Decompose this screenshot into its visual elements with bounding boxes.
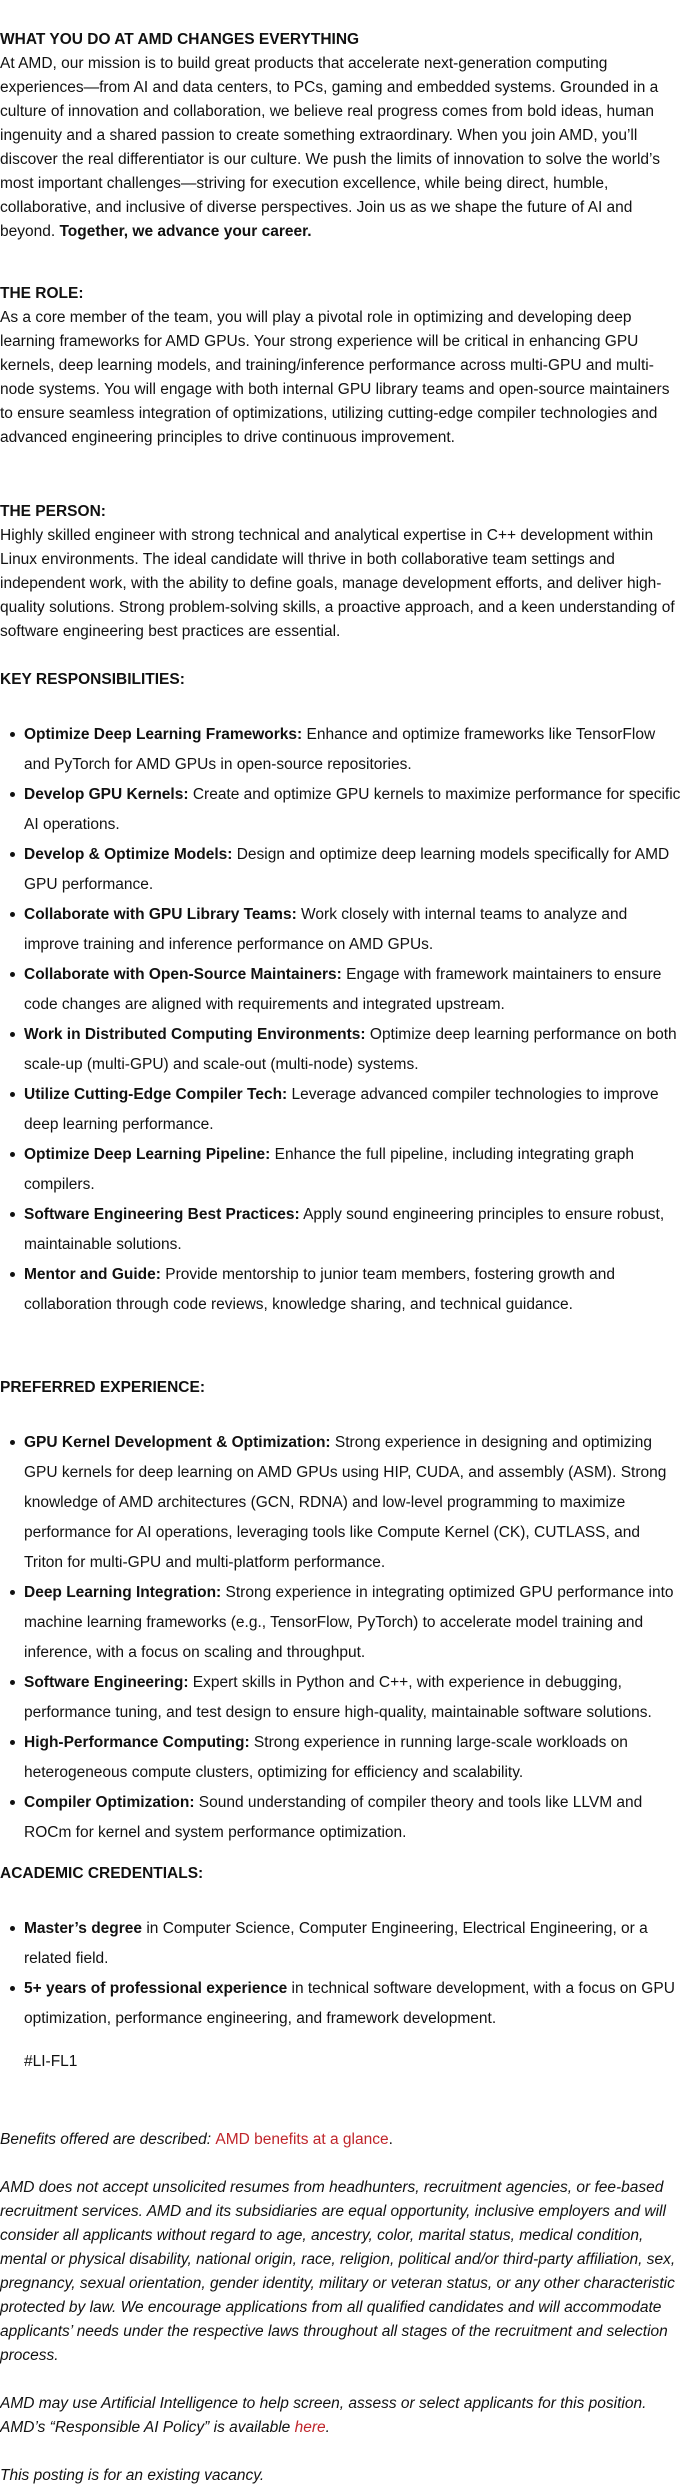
experience-list xyxy=(0,1428,683,1848)
item-text: Apply sound engineering principles to ensure robust, maintainable solutions. xyxy=(24,1206,665,1253)
list-item xyxy=(24,900,683,960)
item-text: Design and optimize deep learning models specifically for AMD GPU performance. xyxy=(24,846,670,893)
list-item xyxy=(24,840,683,900)
item-lead: Optimize Deep Learning Frameworks: xyxy=(24,726,303,743)
vacancy-note: This posting is for an existing vacancy. xyxy=(0,2467,265,2484)
item-lead: Software Engineering: xyxy=(24,1674,189,1691)
list-item xyxy=(24,1260,683,1320)
responsibilities-title: KEY RESPONSIBILITIES: xyxy=(0,671,185,688)
ai-policy-link[interactable]: here xyxy=(294,2419,326,2436)
benefits-suffix: . xyxy=(388,2131,393,2148)
item-lead: Optimize Deep Learning Pipeline: xyxy=(24,1146,271,1163)
role-title: THE ROLE: xyxy=(0,285,84,302)
item-lead: Utilize Cutting-Edge Compiler Tech: xyxy=(24,1086,288,1103)
list-item xyxy=(24,1200,683,1260)
item-text: Sound understanding of compiler theory and tools like LLVM and ROCm for kernel and system performance optimization. xyxy=(24,1794,643,1841)
person-title: THE PERSON: xyxy=(0,503,106,520)
item-lead: High-Performance Computing: xyxy=(24,1734,250,1751)
list-item xyxy=(24,1668,683,1728)
list-item xyxy=(24,1020,683,1080)
item-lead: Mentor and Guide: xyxy=(24,1266,161,1283)
item-lead: Compiler Optimization: xyxy=(24,1794,195,1811)
list-item xyxy=(24,960,683,1020)
item-text: Work closely with internal teams to analyze and improve training and inference performance on AMD GPUs. xyxy=(24,906,628,953)
item-text: Enhance and optimize frameworks like TensorFlow and PyTorch for AMD GPUs in open-source repositories. xyxy=(24,726,656,773)
list-item xyxy=(24,1788,683,1848)
item-lead: Work in Distributed Computing Environments: xyxy=(24,1026,366,1043)
item-lead: Software Engineering Best Practices: xyxy=(24,1206,300,1223)
list-item xyxy=(24,1428,683,1578)
item-text: Strong experience in designing and optimizing GPU kernels for deep learning on AMD GPUs using HIP, CUDA, and assembly (ASM). Strong knowledge of AMD architectures (GCN, RDNA) and low-level programming to maximize performance for AI operations, leveraging tools like Compute Kernel (CK), CUTLASS, and Triton for multi-GPU and multi-platform performance. xyxy=(24,1434,667,1571)
intro-body xyxy=(0,52,683,244)
ai-suffix: . xyxy=(325,2419,330,2436)
item-lead: Develop GPU Kernels: xyxy=(24,786,189,803)
list-item xyxy=(24,1140,683,1200)
intro-text: At AMD, our mission is to build great products that accelerate next-generation computing experiences—from AI and data centers, to PCs, gaming and embedded systems. Grounded in a culture of innovation and collaboration, we believe real progress comes from bold ideas, human ingenuity and a shared passion to create something extraordinary. When you join AMD, you’ll discover the real differentiator is our culture. We push the limits of innovation to solve the world’s most important challenges—striving for execution excellence, while being direct, humble, collaborative, and inclusive of diverse perspectives. Join us as we shape the future of AI and beyond. xyxy=(0,55,660,240)
experience-title: PREFERRED EXPERIENCE: xyxy=(0,1379,205,1396)
person-body: Highly skilled engineer with strong technical and analytical expertise in C++ development within Linux environments. The ideal candidate will thrive in both collaborative team settings and independent work, with the ability to define goals, manage development efforts, and deliver high-quality solutions. Strong problem-solving skills, a proactive approach, and a keen understanding of software engineering best practices are essential. xyxy=(0,527,675,640)
item-lead: 5+ years of professional experience xyxy=(24,1980,288,1997)
item-text: in technical software development, with a focus on GPU optimization, performance engineering, and framework development. xyxy=(24,1980,675,2027)
list-item xyxy=(24,720,683,780)
list-item xyxy=(24,1914,683,1974)
ai-policy-statement xyxy=(0,2392,683,2440)
responsibilities-list xyxy=(0,720,683,1320)
item-text: Expert skills in Python and C++, with experience in debugging, performance tuning, and test design to ensure high-quality, maintainable software solutions. xyxy=(24,1674,652,1721)
item-lead: Develop & Optimize Models: xyxy=(24,846,233,863)
academic-title: ACADEMIC CREDENTIALS: xyxy=(0,1865,204,1882)
list-item xyxy=(24,1728,683,1788)
item-text: Create and optimize GPU kernels to maximize performance for specific AI operations. xyxy=(24,786,681,833)
item-lead: Collaborate with Open-Source Maintainers: xyxy=(24,966,342,983)
item-text: Leverage advanced compiler technologies to improve deep learning performance. xyxy=(24,1086,659,1133)
list-item xyxy=(24,1578,683,1668)
intro-title: WHAT YOU DO AT AMD CHANGES EVERYTHING xyxy=(0,31,360,48)
item-text: Engage with framework maintainers to ensure code changes are aligned with requirements and integrated upstream. xyxy=(24,966,662,1013)
item-text: Provide mentorship to junior team members, fostering growth and collaboration through code reviews, knowledge sharing, and technical guidance. xyxy=(24,1266,615,1313)
intro-tagline: Together, we advance your career. xyxy=(59,223,312,240)
item-lead: GPU Kernel Development & Optimization: xyxy=(24,1434,331,1451)
academic-list xyxy=(0,1914,683,2034)
list-item xyxy=(24,1080,683,1140)
item-text: Strong experience in integrating optimized GPU performance into machine learning frameworks (e.g., TensorFlow, PyTorch) to accelerate model training and inference, with a focus on scaling and throughput. xyxy=(24,1584,674,1661)
item-lead: Deep Learning Integration: xyxy=(24,1584,222,1601)
item-text: Enhance the full pipeline, including integrating graph compilers. xyxy=(24,1146,634,1193)
hashtag: #LI-FL1 xyxy=(24,2053,78,2070)
list-item xyxy=(24,780,683,840)
item-lead: Collaborate with GPU Library Teams: xyxy=(24,906,297,923)
eeo-statement: AMD does not accept unsolicited resumes from headhunters, recruitment agencies, or fee-based recruitment services. AMD and its subsidiaries are equal opportunity, inclusive employers and will consider all applicants without regard to age, ancestry, color, marital status, medical condition, mental or physical disability, national origin, race, religion, political and/or third-party affiliation, sex, pregnancy, sexual orientation, gender identity, military or veteran status, or any other characteristic protected by law. We encourage applications from all qualified candidates and will accommodate applicants’ needs under the respective laws throughout all stages of the recruitment and selection process. xyxy=(0,2179,676,2364)
benefits-link[interactable]: AMD benefits at a glance xyxy=(215,2131,389,2148)
benefits-prefix: Benefits offered are described: xyxy=(0,2131,216,2148)
item-text: Optimize deep learning performance on both scale-up (multi-GPU) and scale-out (multi-node) systems. xyxy=(24,1026,677,1073)
benefits-line xyxy=(0,2128,683,2152)
ai-text: AMD may use Artificial Intelligence to help screen, assess or select applicants for this position. AMD’s “Responsible AI Policy” is available xyxy=(0,2395,647,2436)
item-text: Strong experience in running large-scale workloads on heterogeneous compute clusters, optimizing for efficiency and scalability. xyxy=(24,1734,628,1781)
item-lead: Master’s degree xyxy=(24,1920,143,1937)
list-item xyxy=(24,1974,683,2034)
item-text: in Computer Science, Computer Engineering, Electrical Engineering, or a related field. xyxy=(24,1920,648,1967)
role-body: As a core member of the team, you will play a pivotal role in optimizing and developing deep learning frameworks for AMD GPUs. Your strong experience will be critical in enhancing GPU kernels, deep learning models, and training/inference performance across multi-GPU and multi-node systems. You will engage with both internal GPU library teams and open-source maintainers to ensure seamless integration of optimizations, utilizing cutting-edge compiler technologies and advanced engineering principles to drive continuous improvement. xyxy=(0,309,670,446)
